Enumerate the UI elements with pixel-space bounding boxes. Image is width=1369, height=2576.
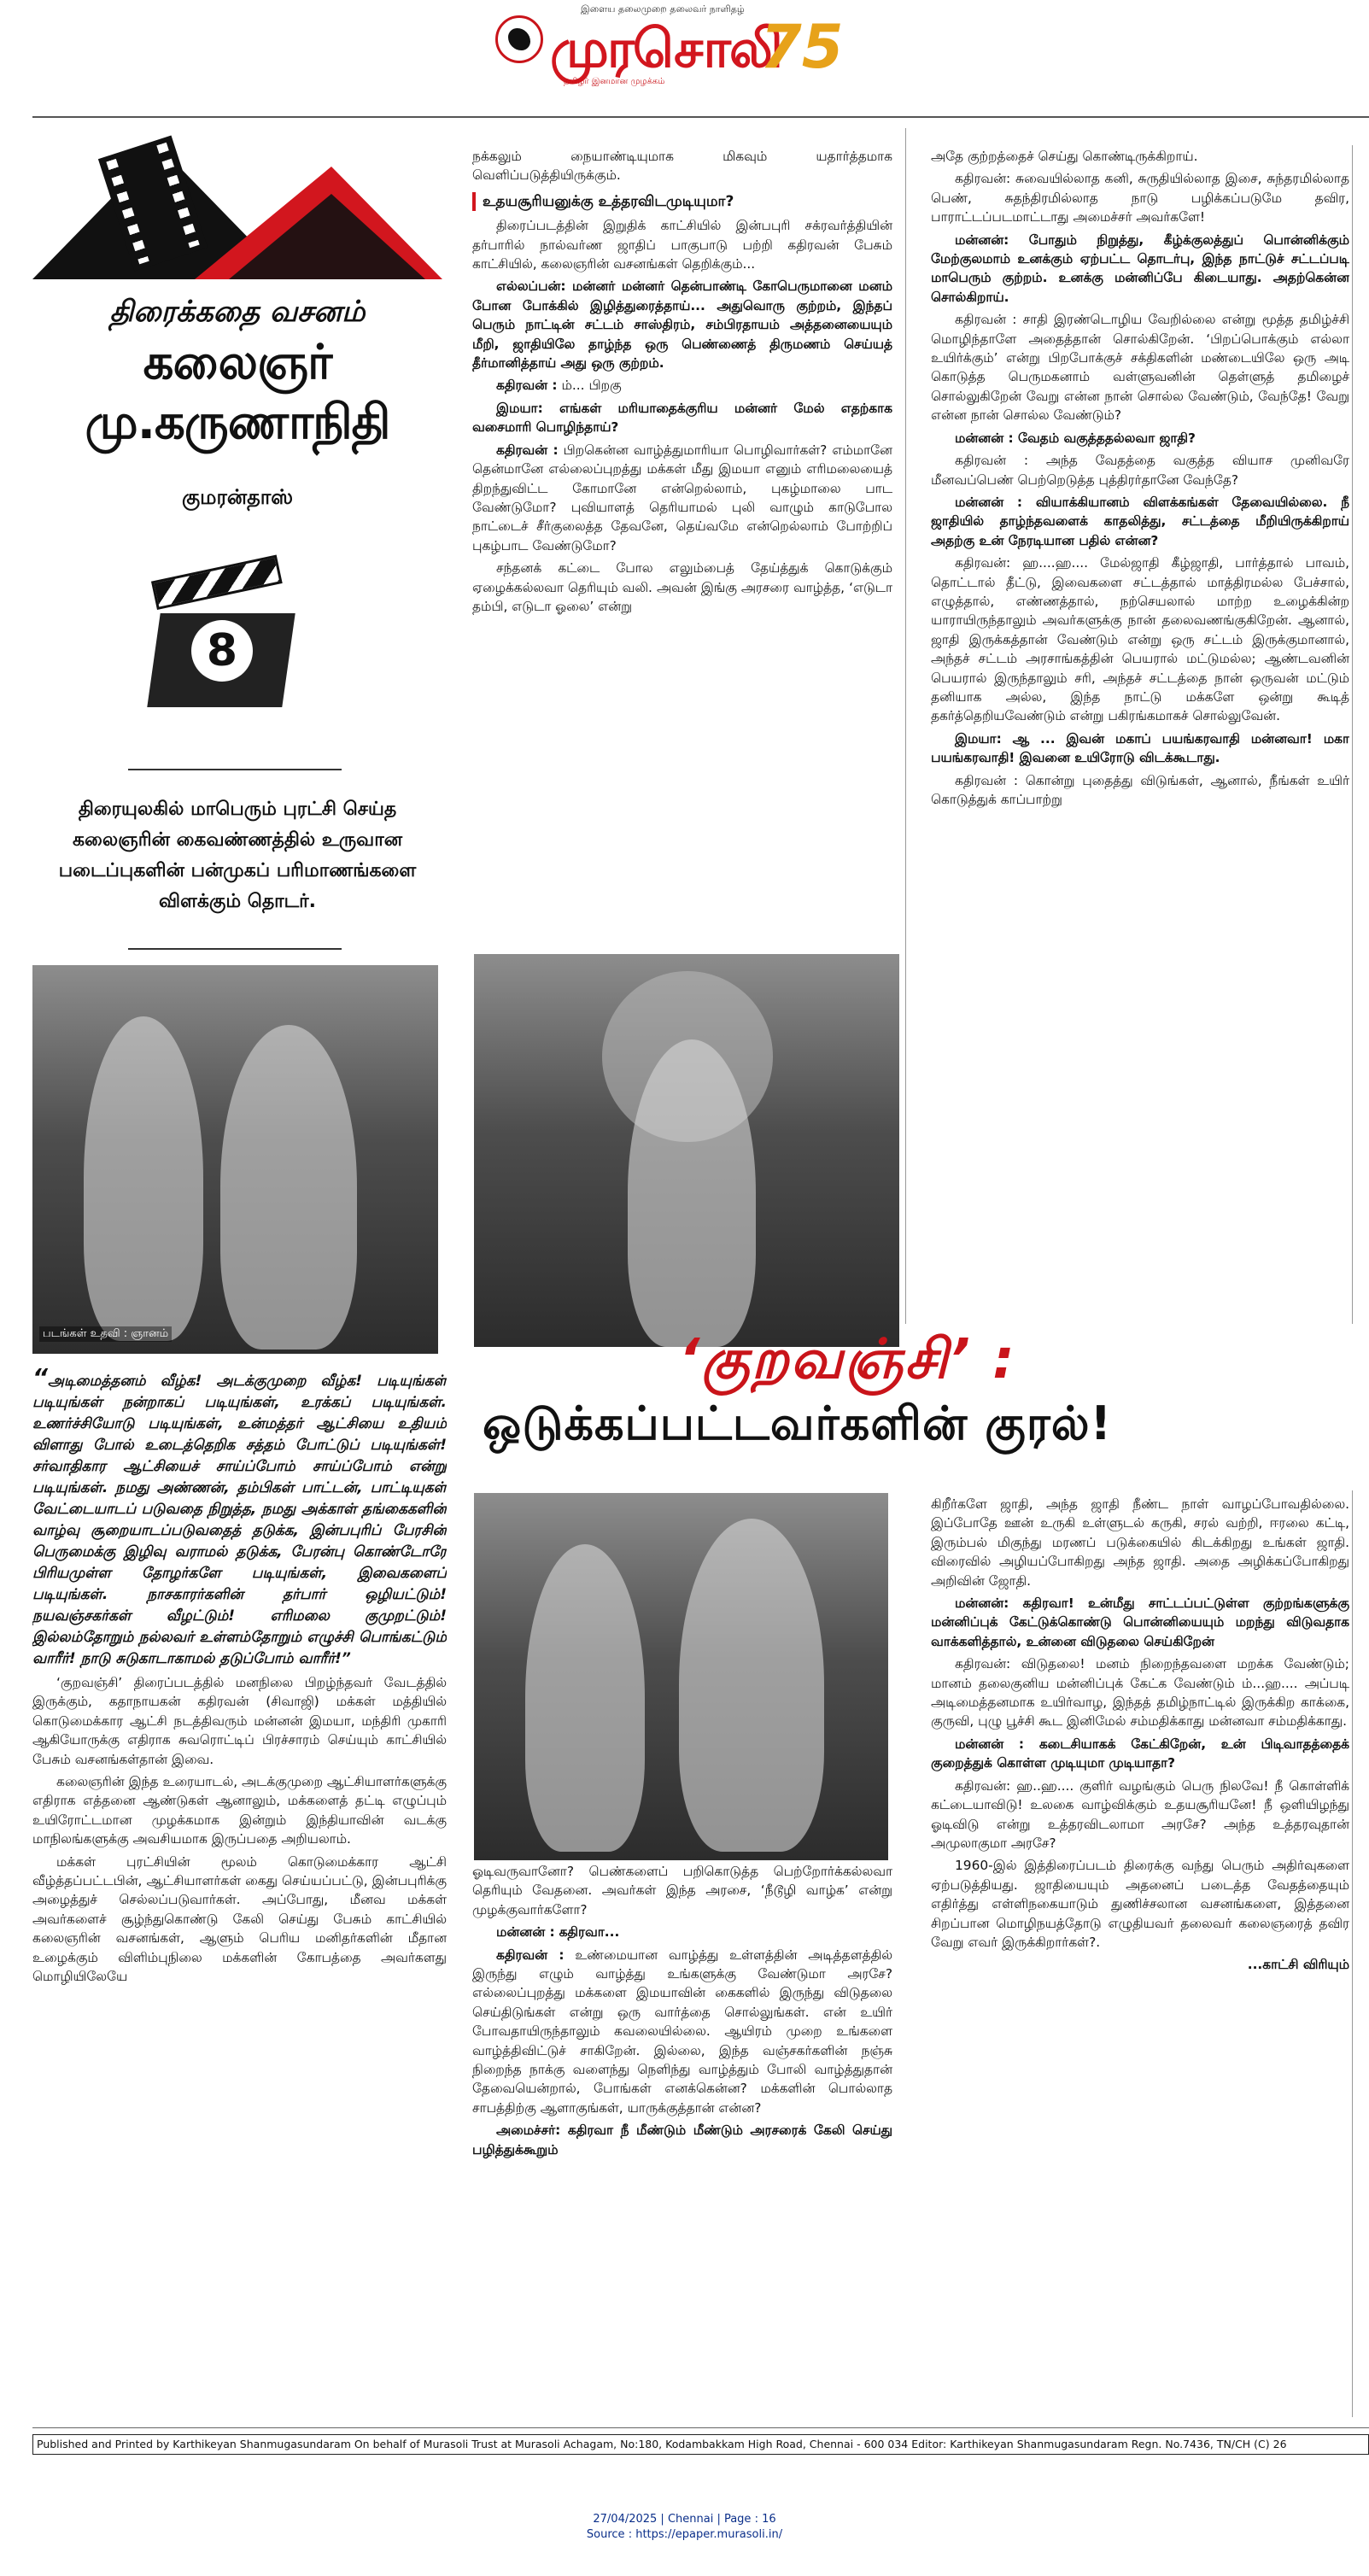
- man-figure: [679, 1519, 824, 1852]
- film-series-logo-icon: [32, 141, 442, 286]
- dialogue: இமயா: எங்கள் மரியாதைக்குரிய மன்னர் மேல் எதற்காக வசைமாரி பொழிந்தாய்?: [472, 400, 892, 436]
- subheading: உதயசூரியனுக்கு உத்தரவிடமுடியுமா?: [472, 192, 892, 211]
- paragraph: மக்கள் புரட்சியின் மூலம் கொடுமைக்கார ஆட்சி வீழ்த்தப்பட்டபின், ஆட்சியாளர்கள் கைது செய்யப்பட்டு, இன்பபுரிக்கு அழைத்துச் செல்லப்படுவார்கள். அப்போது, மீனவ மக்கள் அவர்களைச் சூழ்ந்துகொண்டு கேலி செய்து பேசும் காட்சியில் கலைஞரின் வசனங்கள், ஆளும் பெரிய மனிதர்களின் மீதான உழைக்கும் விளிம்புநிலை மக்களின் கோபத்தை அவர்களது மொழியிலேயே: [32, 1853, 447, 1985]
- dialogue: கதிரவன்: சுவையில்லாத கனி, சுருதியில்லாத இசை, சுந்தரமில்லாத பெண், சுதந்திரமில்லாத நாடு பழிக்கப்படுமே தவிர, பாராட்டப்படமாட்டாது அமைச்சர் அவர்களே!: [931, 171, 1349, 225]
- film-still-dancer: [474, 954, 899, 1347]
- top-rule: [32, 116, 1369, 118]
- woman-figure: [525, 1544, 645, 1852]
- masthead-subtitle: தமிழர் இனமான முழக்கம்: [564, 77, 665, 86]
- paragraph: திரைப்படத்தின் இறுதிக் காட்சியில் இன்பபுரி சக்ரவர்த்தியின் தர்பாரில் நால்வர்ண ஜாதிப் பாகுபாடு பற்றி கதிரவன் பேசும் காட்சியில், கலைஞரின் வசனங்கள் தெறிக்கும்...: [472, 218, 892, 272]
- actress-figure: [220, 1025, 357, 1349]
- dialogue: கதிரவன் : சாதி இரண்டொழிய வேறில்லை என்று மூத்த தமிழ்ச்சி மொழிந்தாளே அதைத்தான் சொல்கிறேன். ‘பிறப்பொக்கும் எல்லா உயிர்க்கும்’ என்று பிறபோக்குச் சக்திகளின் மண்டையிலே ஒரு அடி கொடுத்த பெருமகனாம் வள்ளுவனின் தெள்ளுத் தமிழைச் சொல்லுகிறேன் வேறு என்ன நான் சொல்ல வேண்டும், வேந்தே! வேறு என்ன நான் சொல்ல வேண்டும்?: [931, 312, 1349, 424]
- masthead-tagline: இளைய தலைமுறை தலைவர் நாளிதழ்: [581, 3, 745, 15]
- paragraph: கலைஞரின் இந்த உரையாடல், அடக்குமுறை ஆட்சியாளர்களுக்கு எதிராக எத்தனை ஆண்டுகள் ஆனாலும், மக்களைத் தட்டி எழுப்பும் உயிரோட்டமான முழக்கமாக இன்றும் இந்தியாவின் வடக்கு மாநிலங்களுக்கு அவசியமாக இருப்பதை அறியலாம்.: [32, 1774, 447, 1847]
- article-column-3-top: [931, 147, 1349, 1321]
- dialogue: மன்னன்: கதிரவா! உன்மீது சாட்டப்பட்டுள்ள குற்றங்களுக்கு மன்னிப்புக் கேட்டுக்கொண்டு பொன்னியையும் மறந்து விடுவதாக வாக்களித்தால், உன்னை விடுதலை செய்கிறேன்: [931, 1595, 1349, 1649]
- column-separator: [905, 128, 906, 1324]
- series-title-line2: கலைஞர்: [143, 335, 332, 390]
- series-title-line3: மு.கருணாநிதி: [85, 395, 390, 450]
- dialogue: கதிரவன் : கொன்று புதைத்து விடுங்கள், ஆனால், நீங்கள் உயிர் கொடுத்துக் காப்பாற்று: [931, 772, 1349, 807]
- paragraph: கிறீர்களே ஜாதி, அந்த ஜாதி நீண்ட நாள் வாழப்போவதில்லை. இப்போதே ஊன் உருகி உள்ளுடல் கருகி, சரல் வற்றி, ஈரலை கட்டி, இரும்பல் மிகுந்து மரணப் படுக்கையில் கிடக்கிறது உங்கள் ஜாதி. விரைவில் அழியப்போகிறது அந்த ஜாதி. அதை அழிக்கப்போகிறது அறிவின் ஜோதி.: [931, 1496, 1349, 1589]
- article-column-3-bottom: [931, 1495, 1349, 2417]
- newspaper-name: முரசொலி: [550, 17, 781, 79]
- photo-credit: படங்கள் உதவி : ஞானம்: [39, 1326, 172, 1342]
- continued-note: ...காட்சி விரியும்: [1247, 1957, 1349, 1973]
- dialogue: மன்னன் : கடைசியாகக் கேட்கிறேன், உன் பிடிவாதத்தைக் குறைத்துக் கொள்ள முடியுமா முடியாதா?: [931, 1736, 1349, 1771]
- dialogue: கதிரவன்: ஹ..ஹ.... குளிர் வழங்கும் பெரு நிலவே! நீ கொள்ளிக் கட்டையாவிடு! உலகை வாழ்விக்கும் உதயசூரியனே! நீ ஒளியிழந்து ஓடிவிடு என்று உத்தரவிடலாமா அரசே? அந்த உத்தரவுதான் அமுலாகுமா அரசே?: [931, 1777, 1349, 1851]
- article-column-1: [32, 1367, 447, 2417]
- series-title: [32, 290, 442, 453]
- film-still-couple: [32, 965, 438, 1354]
- dialogue: கதிரவன்: ஹ....ஹ.... மேல்ஜாதி கீழ்ஜாதி, பார்த்தால் பாவம், தொட்டால் தீட்டு, இவைகளை சட்டத்தால் மாத்திரமல்ல பேச்சால், எழுத்தால், எண்ணத்தால், நற்செயலால் மாற்ற உழைக்கின்ற யாராயிருந்தாலும் அவர்களுக்கு நான் தலைவணங்குகிறேன். ஆனால், ஜாதி இருக்கத்தான் வேண்டும் என்று ஒரு சட்டம் இருக்குமானால், அந்தச் சட்டம் அரசாங்கத்தின் பெயரால் மட்டுமல்ல; ஆண்டவனின் பெயரால் இருந்தாலும் சரி, அந்தச் சட்டத்தை நான் ஒருவன் மட்டும் தனியாக அல்ல, இந்த நாட்டு மக்களே ஒன்று கூடித் தகர்த்தெறியவேண்டும் என்று பகிரங்கமாகச் சொல்லுவேன்.: [931, 555, 1349, 724]
- article-headline: [465, 1328, 1369, 1465]
- dialogue: எல்லப்பன்: மன்னர் மன்னர் தென்பாண்டி கோபெருமானை மனம் போன போக்கில் இழித்துரைத்தாய்... அதுவொரு குற்றம், இந்தப் பெரும் நாட்டின் சட்டம் சாஸ்திரம், சம்பிரதாயம் அத்தனையையும் மீறி, ஜாதியிலே தாழ்ந்த ஒரு பெண்ணைத் திருமணம் செய்யத் தீர்மானித்தாய் அது ஒரு குற்றம்.: [472, 278, 892, 372]
- dialogue: மன்னன் : வியாக்கியானம் விளக்கங்கள் தேவையில்லை. நீ ஜாதியில் தாழ்ந்தவளைக் காதலித்து, சட்டத்தை மீறியிருக்கிறாய் அதற்கு உன் நேரடியான பதில் என்ன?: [931, 494, 1349, 548]
- page-meta: [0, 2512, 1369, 2543]
- anniversary-badge: 75: [760, 12, 844, 82]
- film-still-fight: [474, 1493, 888, 1860]
- series-title-line1: திரைக்கதை வசனம்: [109, 295, 366, 329]
- footer-rule: [32, 2427, 1369, 2428]
- dialogue: கதிரவன்: விடுதலை! மனம் நிறைந்தவளை மறக்க வேண்டும்; மானம் தலைகுனிய மன்னிப்புக் கேட்க வேண்டும் ம்...ஹ.... அப்படி அடிமைத்தனமாக உயிர்வாழ, இந்தத் தமிழ்நாட்டில் இருக்கிற காக்கை, குருவி, புழு பூச்சி கூட இனிமேல் சம்மதிக்காது மன்னவா சம்மதிக்காது.: [931, 1656, 1349, 1730]
- dialogue: மன்னன் : கதிரவா...: [496, 1924, 620, 1941]
- paragraph: சந்தனக் கட்டை போல எலும்பைத் தேய்த்துக் கொடுக்கும் ஏழைக்கல்லவா தெரியும் வலி. அவன் இங்கு அரசரை வாழ்த்த, ‘எடுடா தம்பி, எடுடா ஓலை’ என்று: [472, 560, 892, 614]
- paragraph: ஓடிவருவானோ? பெண்களைப் பறிகொடுத்த பெற்றோர்க்கல்லவா தெரியும் வேதனை. அவர்கள் இந்த அரசை, ‘நீடூழி வாழ்க’ என்று முழக்குவார்களோ?: [472, 1864, 892, 1917]
- headline-part2: ஒடுக்கப்பட்டவர்களின் குரல்!: [483, 1396, 1113, 1450]
- dialogue: கதிரவன் : அந்த வேதத்தை வகுத்த வியாச முனிவரே மீனவப்பெண் பெற்றெடுத்த புத்திரர்தானே வேந்தே?: [931, 453, 1349, 488]
- lead-paragraph: “அடிமைத்தனம் வீழ்க! அடக்குமுறை வீழ்க! படியுங்கள் படியுங்கள் நன்றாகப் படியுங்கள், உரக்கப் படியுங்கள். உணர்ச்சியோடு படியுங்கள், உன்மத்தர் ஆட்சியை உதியம் விளாது போல் உடைத்தெறிக சத்தம் போட்டுப் படியுங்கள்! சர்வாதிகார ஆட்சியைச் சாய்ப்போம் சாய்ப்போம் என்று படியுங்கள். நமது அண்ணன், தம்பிகள் பாட்டன், பாட்டியுகள் வேட்டையாடப் படுவதை நிறுத்த, நமது அக்காள் தங்கைகளின் வாழ்வு சூறையாடப்படுவதைத் தடுக்க, இன்பபுரிப் பேரசின் பெருமைக்கு இழிவு வராமல் தடுக்க, பேரன்பு கொண்டோரே பிரியமுள்ள தோழர்களே படியுங்கள், இவைகளைப் படியுங்கள். நாசகாரர்களின் தர்பார் ஒழியட்டும்! நயவஞ்சகர்கள் வீழட்டும்! எரிமலை குமுறட்டும்! இல்லம்தோறும் நல்லவர் உள்ளம்தோறும் எழுச்சி பொங்கட்டும் வாரீர்! நாடு சுடுகாடாகாமல் தடுப்போம் வாரீர்!”: [32, 1367, 447, 1667]
- dialogue: கதிரவன் : பிறகென்ன வாழ்த்துமாரியா பொழிவார்கள்? எம்மானே தென்மானே எல்லைப்புறத்து மக்கள் மீது இமயா எனும் எரிமலையைத் திறந்துவிட்ட கோமானே என்றெல்லாம், புகழ்மாலை பாட வேண்டுமோ? புவியாளத் தெரியாமல் புலி வாழும் காடுபோல நாட்டைச் சீர்குலைத்த தேவனே, தெய்வமே என்றெல்லாம் போற்றிப் புகழ்பாட வேண்டுமோ?: [472, 442, 892, 553]
- episode-number: 8: [191, 620, 253, 682]
- dialogue: மன்னன்: போதும் நிறுத்து, கீழ்க்குலத்துப் பொன்னிக்கும் மேற்குலமாம் உனக்கும் ஏற்பட்ட தொடர்பு, இந்த நாட்டுச் சட்டப்படி மாபெரும் குற்றம். உனக்கு மன்னிப்பே கிடையாது. அதற்கென்ன சொல்கிறாய்.: [931, 231, 1349, 305]
- rising-sun-emblem-icon: [495, 15, 543, 63]
- dialogue: அமைச்சர்: கதிரவா நீ மீண்டும் மீண்டும் அரசரைக் கேலி செய்து பழித்துக்கூறும்: [472, 2122, 892, 2157]
- divider: [128, 769, 342, 770]
- paragraph: ‘குறவஞ்சி’ திரைப்படத்தில் மனநிலை பிறழ்ந்தவர் வேடத்தில் இருக்கும், கதாநாயகன் கதிரவன் (சிவாஜி) மக்கள் மத்தியில் கொடுமைக்கார ஆட்சி நடத்திவரும் மன்னன் இமயா, மந்திரி முகாரி ஆகியோருக்கு எதிராக சுவரொட்டிப் பிரச்சாரம் செய்யும் காட்சியில் பேசும் வசனங்கள்தான் இவை.: [32, 1675, 447, 1767]
- dialogue: மன்னன் : வேதம் வகுத்ததல்லவா ஜாதி?: [955, 430, 1196, 446]
- series-blurb: திரையுலகில் மாபெரும் புரட்சி செய்த கலைஞரின் கைவண்ணத்தில் உருவான படைப்புகளின் பன்முகப் பரிமாணங்களை விளக்கும் தொடர்.: [58, 799, 417, 912]
- clapper-stick: [151, 555, 283, 610]
- source-link[interactable]: Source : https://epaper.murasoli.in/: [586, 2528, 783, 2541]
- paragraph: அதே குற்றத்தைச் செய்து கொண்டிருக்கிறாய்.: [931, 149, 1198, 164]
- column-separator: [1352, 1490, 1353, 2417]
- imprint-line: Published and Printed by Karthikeyan Shanmugasundaram On behalf of Murasoli Trust at Murasoli Achagam, No:180, Kodambakkam High Road, Chennai - 600 034 Editor: Karthikeyan Shanmugasundaram Regn. No.7436, TN/CH (C) 26: [32, 2434, 1369, 2455]
- dancer-figure: [628, 1039, 756, 1347]
- film-triangles-icon: [32, 141, 442, 286]
- divider: [128, 948, 342, 950]
- dialogue: இமயா: ஆ ... இவன் மகாப் பயங்கரவாதி மன்னவா! மகா பயங்கரவாதி! இவனை உயிரோடு விடக்கூடாது.: [931, 730, 1349, 766]
- actor-figure: [84, 1016, 203, 1341]
- date-page-line: 27/04/2025 | Chennai | Page : 16: [593, 2513, 776, 2526]
- dialogue: கதிரவன் : உண்மையான வாழ்த்து உள்ளத்தின் அடித்தளத்தில் இருந்து எழும் வாழ்த்து உங்களுக்கு வேண்டுமா அரசே? எல்லைப்புறத்து மக்களை இமயாவின் கைகளில் இருந்து விடுதலை செய்திடுங்கள் என்று ஒரு வார்த்தை சொல்லுங்கள். என் உயிர் போவதாயிருந்தாலும் கவலையில்லை. ஆயிரம் முறை உங்களை வாழ்த்திவிட்டுச் சாகிறேன். இல்லை, இந்த வஞ்சகர்களின் நஞ்சு நிறைந்த நாக்கு வளைந்து நெளிந்து வாழ்த்தும் போலி வாழ்த்துதான் தேவையென்றால், போங்கள் எனக்கென்ன? மக்களின் பொல்லாத சாபத்திற்கு ஆளாகுங்கள், யாருக்குத்தான் என்ன?: [472, 1947, 892, 2116]
- dialogue: கதிரவன் : ம்... பிறகு: [496, 378, 622, 394]
- clapperboard-icon: [145, 581, 299, 709]
- headline-part1: ‘குறவஞ்சி’ :: [679, 1328, 1016, 1391]
- paragraph: 1960-இல் இத்திரைப்படம் திரைக்கு வந்து பெரும் அதிர்வுகளை ஏற்படுத்தியது. ஜாதியையும் அதனைப் படைத்த வேதத்தையும் எதிர்த்து எள்ளிநகையாடும் துணிச்சலான வசனங்களை, இத்தனை சிறப்பான மொழிநயத்தோடு எழுதியவர் தலைவர் கலைஞரைத் தவிர வேறு எவர் இருக்கிறார்கள்?.: [931, 1858, 1349, 1950]
- article-column-2-top: [472, 147, 892, 958]
- author-name: குமரன்தாஸ்: [181, 485, 294, 509]
- column-separator: [1352, 145, 1353, 1324]
- paragraph: நக்கலும் நையாண்டியுமாக மிகவும் யதார்த்தமாக வெளிப்படுத்தியிருக்கும்.: [472, 149, 892, 184]
- article-column-2-bottom: [472, 1862, 892, 2417]
- masthead: [478, 3, 888, 89]
